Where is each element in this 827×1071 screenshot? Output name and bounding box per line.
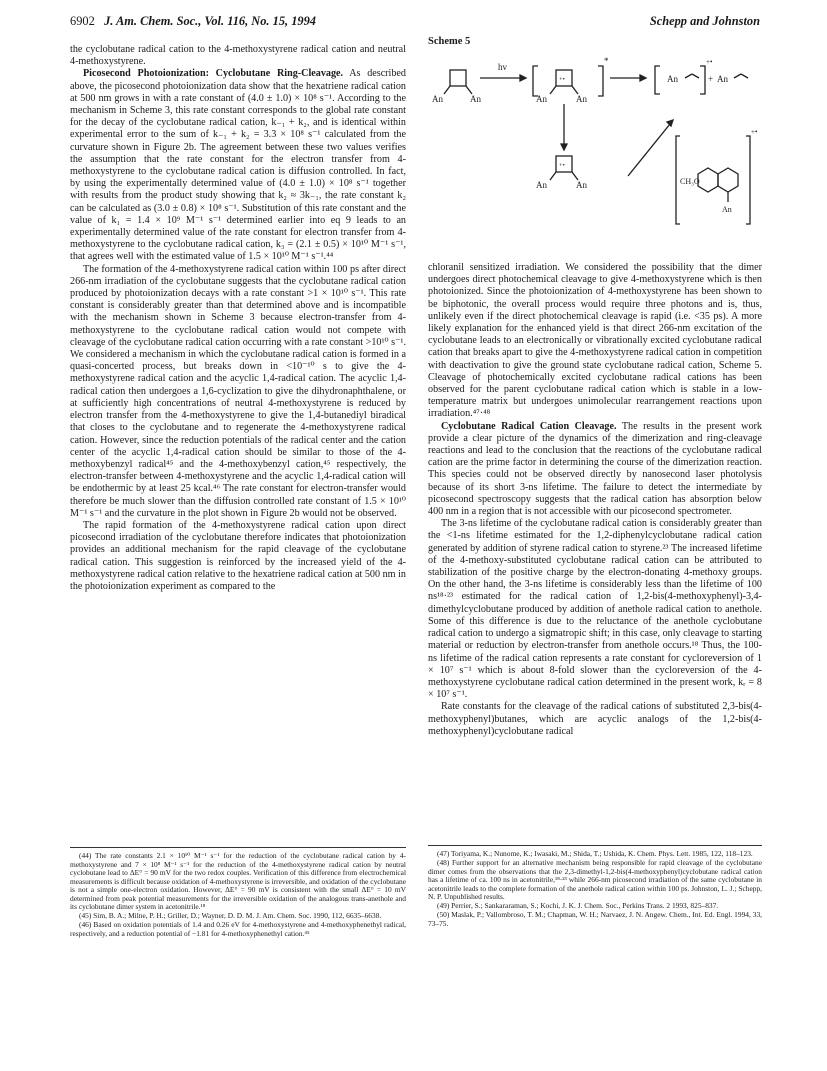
left-column	[70, 44, 406, 593]
charge-label: +•	[559, 162, 565, 169]
paragraph: The rapid formation of the 4-methoxystyrene radical cation upon direct picosecond irradiation of the cyclobutane therefore indicates that photoionization provides an additional mechanism for the rapid cleavage of the cyclobutane radical cation. This suggestion is reinforced by the increased yield of the 4-methoxystyrene radical cation relative to the hexatriene radical cation at 500 nm in the photoionization experiment as compared to the	[70, 519, 406, 592]
hv-label: hv	[498, 62, 507, 72]
paragraph-text: As described above, the picosecond photoionization data show that the hexatriene radical cation at 500 nm grows in with a rate constant of (4.0 ± 1.0) × 10⁸ s⁻¹. According to the mechanism in Scheme 3, this rate constant corresponds to the global rate constant for the decay of the cyclobutane radical cation, k₋₁ + k₂, and is identical within experimental error to the sum of k₋₁ + k₂ = 3.3 × 10⁸ s⁻¹ calculated from the curvature shown in Figure 2b. The agreement between these two values verifies the assumption that the rate constant for the electron transfer from 4-methoxystyrene to the cyclobutane radical cation is diffusion controlled. In fact, by using the experimentally determined value of (4.0 ± 1.0) × 10⁸ s⁻¹ together with results from the product study showing that k₂ ≈ 3k₋₁, the rate constant k₂ can be calculated as (3.0 ± 0.8) × 10⁸ s⁻¹. Substitution of this rate constant and the value of k₁ = 1.4 × 10⁹ M⁻¹ s⁻¹ determined earlier into eq 9 leads to an experimentally determined value of the rate constant for electron transfer from 4-methoxystyrene to the cyclobutane radical cation, k₃ = (2.1 ± 0.5) × 10¹⁰ M⁻¹ s⁻¹, that agrees well with the estimated value of 1.5 × 10¹⁰ M⁻¹ s⁻¹.⁴⁴	[70, 68, 406, 263]
paragraph	[70, 68, 406, 263]
section-heading: Picosecond Photoionization: Cyclobutane Ring-Cleavage.	[83, 68, 344, 80]
an-label: An	[576, 94, 587, 104]
paragraph: The formation of the 4-methoxystyrene radical cation within 100 ps after direct 266-nm irradiation of the cyclobutane suggests that the cyclobutane radical cation produced by photoionization decays with a rate constant >1 × 10¹⁰ s⁻¹. This rate constant is considerably greater than that determined above and is incompatible with the mechanism shown in Scheme 3 because electron-transfer from 4-methoxystyrene to the cyclobutane radical cation would not compete with cleavage of the cyclobutane radical cation occurring with a rate constant >10¹⁰ s⁻¹. We considered a mechanism in which the cyclobutane radical cation is formed in a quasi-concerted process, but breaks down in <10⁻¹⁰ s to give the 4-methoxystyrene radical cation and the acyclic 1,4-radical cation. The acyclic 1,4-radical cation then undergoes a 1,6-cyclization to give the dihydronaphthalene, or at sufficiently high concentrations of neutral 4-methoxystyrene is reduced by electron transfer from the 4-methoxystyrene to give the 1,4-butanediyl biradical that closes to the cyclobutane and to regenerate the 4-methoxystyrene radical cation. However, since the reduction potentials of the radical center and the cation center of the acyclic 1,4-radical cation should be similar to those of the 4-methoxybenzyl radical⁴⁵ and the 4-methoxybenzyl cation,⁴⁵ respectively, the electron-transfer between 4-methoxystyrene and the acyclic 1,4-radical cation will be endothermic by at least 25 kcal.⁴⁶ The rate constant for electron-transfer would therefore be much slower than the diffusion controlled rate constant of 1.5 × 10¹⁰ M⁻¹ s⁻¹ and the curvature in the plot shown in Figure 2b would not be observed.	[70, 263, 406, 519]
section-heading: Cyclobutane Radical Cation Cleavage.	[441, 420, 617, 432]
an-label: An	[432, 94, 443, 104]
right-column	[428, 262, 762, 738]
an-label: An	[667, 74, 678, 84]
scheme-title: Scheme 5	[428, 36, 471, 47]
scheme-5	[428, 36, 762, 258]
an-label: An	[576, 180, 587, 190]
paragraph: the cyclobutane radical cation to the 4-methoxystyrene radical cation and neutral 4-methoxystyrene.	[70, 44, 406, 68]
charge-label: +•	[706, 58, 713, 66]
footnote: (44) The rate constants 2.1 × 10¹⁰ M⁻¹ s⁻¹ for the reduction of the cyclobutane radical cation by 4-methoxystyrene and 7 × 10⁸ M⁻¹ s⁻¹ for the reduction of the 4-methoxystyrene radical cation by neutral cyclobutane lead to ΔE° = 90 mV for the two redox couples. Verification of this difference from electrochemical measurements is difficult because oxidation of 4-methoxystyrene is irreversible, and oxidation of the cyclobutane is not a simple one-electron oxidation. However, ΔE° = 90 mV is consistent with the small ΔE° = 10 mV determined from peak potential measurements for the irreversible oxidation of the analogous trans-anethole and its cyclobutane dimer system in acetonitrile.¹⁸	[70, 851, 406, 911]
paragraph: chloranil sensitized irradiation. We considered the possibility that the dimer undergoes direct photochemical cleavage to give 4-methoxystyrene which is then photoionized. Since the photoionization of 4-methoxystyrene has been shown to be biphotonic, the overall process would require three photons and is, thus, unlikely even if the direct photochemical cleavage is rapid (i.e. <35 ps). A more likely explanation for the enhanced yield is that direct 266-nm excitation of the cyclobutane leads to an electronically or vibrationally excited cyclobutane radical cation that breaks apart to give the 4-methoxystyrene radical cation in competition with deactivation to give the ground state cyclobutane radical cation, Scheme 5. Cleavage of photochemically excited cyclobutane radical cations has been observed for the parent cyclobutane radical cation which is stable in a low-temperature matrix but undergoes unimolecular rearrangement reactions upon irradiation.⁴⁷·⁴⁸	[428, 262, 762, 420]
running-header	[70, 14, 760, 34]
an-label: An	[470, 94, 481, 104]
ch3o-label: CH₃O	[680, 177, 700, 186]
header-left	[70, 14, 316, 29]
footnotes-right	[428, 845, 762, 929]
cyclobutane-ring	[450, 70, 466, 86]
an-label: An	[722, 205, 732, 214]
paragraph-text: The results in the present work provide a clear picture of the dynamics of the dimerization and ring-cleavage reactions and lead to the conclusion that the reactions of the cyclobutane radical cation are the prime factor in determining the course of the dimerization reaction. This species could not be observed directly by nanosecond laser photolysis because of its short 3-ns lifetime. The failure to detect the intermediate by picosecond spectroscopy suggests that the radical cation has absorption below 400 nm in a region that is not accessible with our picosecond spectrometer.	[428, 420, 762, 518]
aromatic-ring	[698, 168, 718, 192]
an-label: An	[717, 74, 728, 84]
an-label: An	[536, 94, 547, 104]
page-number: 6902	[70, 14, 95, 28]
paragraph	[428, 421, 762, 519]
paragraph: Rate constants for the cleavage of the radical cations of substituted 2,3-bis(4-methoxyphenyl)butanes, which are acyclic analogs of the 1,2-bis(4-methoxyphenyl)cyclobutane radical	[428, 701, 762, 737]
footnote: (45) Sim, B. A.; Milne, P. H.; Griller, D.; Wayner, D. D. M. J. Am. Chem. Soc. 1990, 112, 6635–6638.	[79, 911, 382, 920]
header-authors: Schepp and Johnston	[649, 14, 760, 28]
footnote: (49) Perrier, S.; Sankararaman, S.; Kochi, J. K. J. Chem. Soc., Perkins Trans. 2 1993, 825–837.	[437, 901, 719, 910]
footnote: (50) Maslak, P.; Vallombroso, T. M.; Chapman, W. H.; Narvaez, J. N. Angew. Chem., Int. Ed. Engl. 1994, 33, 73–75.	[428, 910, 762, 928]
paragraph: The 3-ns lifetime of the cyclobutane radical cation is considerably greater than the <1-ns lifetime estimated for the 1,2-diphenylcyclobutane radical cation generated by addition of styrene radical cation to styrene.²³ The increased lifetime of the 4-methoxy-substituted cyclobutane radical cation can be attributed to stabilization of the positive charge by the electron-donating 4-methoxy groups. On the other hand, the 3-ns lifetime is considerably less than the lifetime of 100 ns¹⁸·²³ estimated for the radical cation of 1,2-bis(4-methoxyphenyl)-3,4-dimethylcyclobutane produced by addition of anethole radical cation to anethole. Some of this difference is due to the reluctance of the anethole cyclobutane radical cation to undergo a sigmatropic shift; in this case, only cleavage to starting material or reduction by electron-transfer from anethole occurs.¹⁸ Thus, the 100-ns lifetime of the radical cation represents a rate constant for cycloreversion of 1 × 10⁷ s⁻¹ which is about 8-fold slower than the cycloreversion of the 4-methoxystyrene cyclobutane radical cation determined in the present work, kᵣ = 8 × 10⁷ s⁻¹.	[428, 518, 762, 701]
dihydro-ring	[718, 168, 738, 192]
excited-star: *	[604, 56, 609, 66]
footnotes-left	[70, 847, 406, 939]
journal-citation: J. Am. Chem. Soc., Vol. 116, No. 15, 1994	[104, 14, 316, 28]
footnote: (46) Based on oxidation potentials of 1.4 and 0.26 eV for 4-methoxystyrene and 4-methoxyphenethyl radical, respectively, and a reduction potential of −1.81 for 4-methoxyphenethyl cation.⁴⁵	[70, 920, 406, 938]
charge-label: +•	[751, 128, 758, 136]
footnote: (48) Further support for an alternative mechanism being responsible for rapid cleavage of the cyclobutane dimer comes from the observations that the 2,3-dimethyl-1,2-bis(4-methoxyphenyl)cyclobutane radical cation has a lifetime of ca. 100 ns in acetonitrile,¹⁸·²³ while 266-nm picosecond irradiation of the same cyclobutane in acetonitrile leads to the complete formation of the anethole radical cation within 100 ps. Johnston, L. J.; Schepp, N. P. Unpublished results.	[428, 858, 762, 901]
charge-label: +•	[559, 76, 565, 83]
an-label: An	[536, 180, 547, 190]
plus-sign: +	[708, 74, 714, 84]
scheme-diagram	[428, 36, 762, 258]
footnote: (47) Toriyama, K.; Nunome, K.; Iwasaki, M.; Shida, T.; Ushida, K. Chem. Phys. Lett. 1985, 122, 118–123.	[437, 849, 753, 858]
